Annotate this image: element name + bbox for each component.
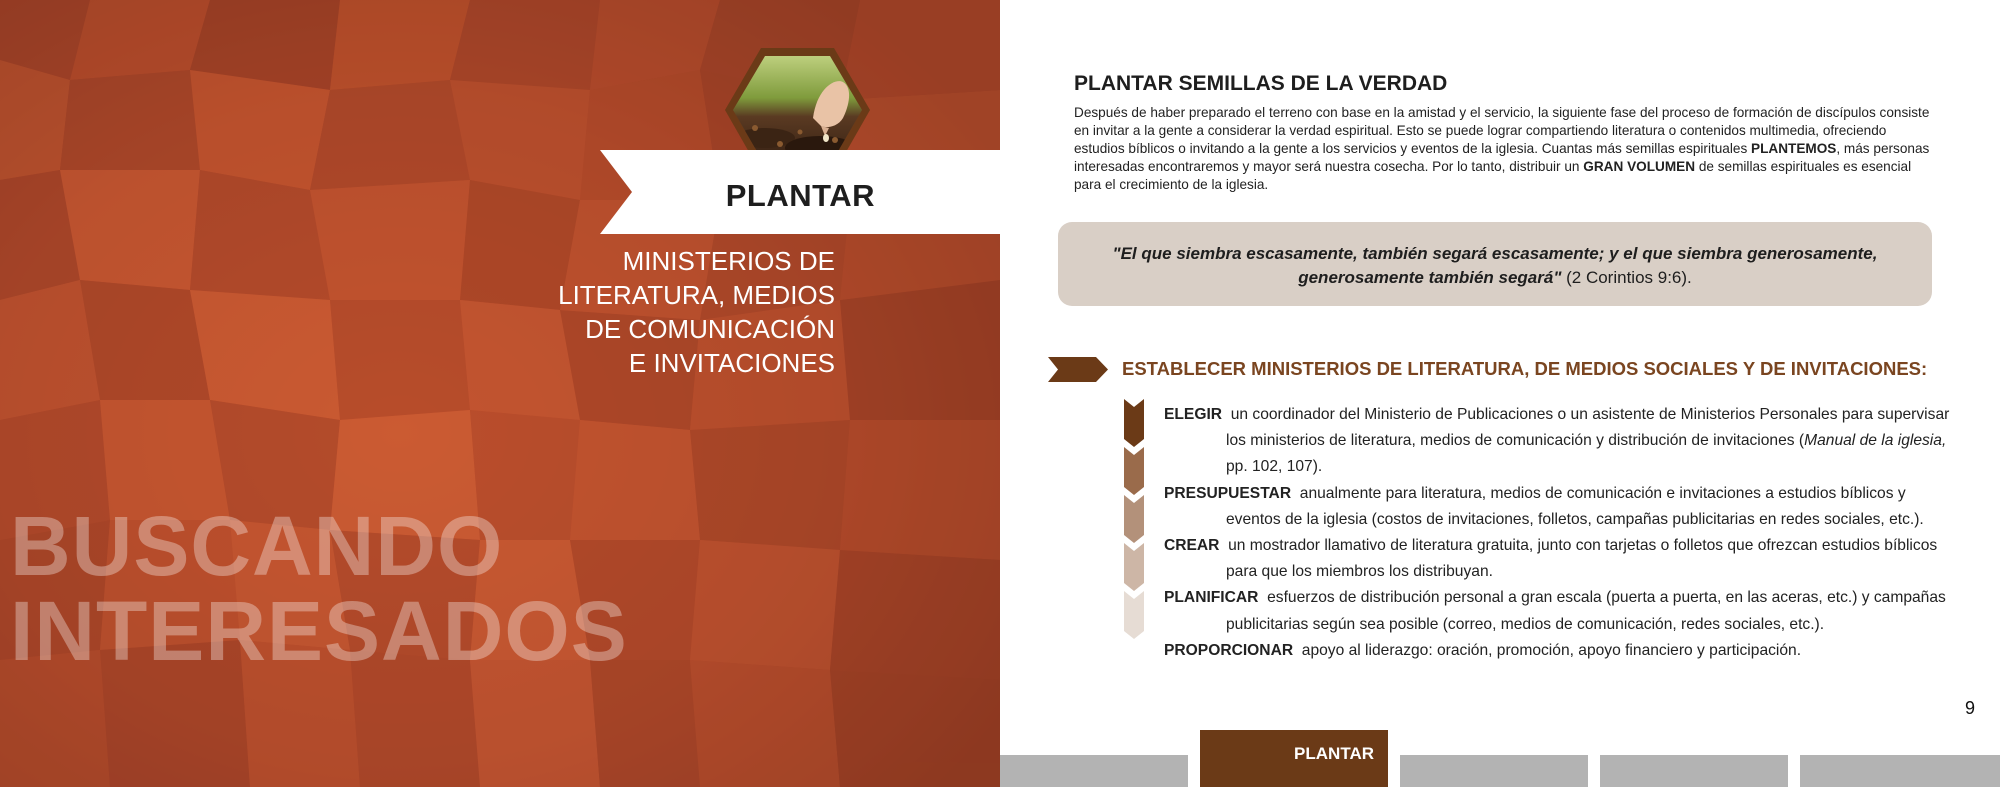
section-tab-active[interactable]: PLANTAR	[1200, 730, 1388, 787]
list-item	[1164, 533, 1954, 585]
list-item	[1164, 402, 1954, 481]
intro-emphasis: PLANTEMOS	[1751, 141, 1837, 156]
section-tab[interactable]	[1400, 755, 1588, 787]
item-text: esfuerzos de distribución personal a gran escala (puerta a puerta, en las aceras, etc.) y campañas publicitarias según sea posible (correo, medios de comunicación, redes sociales, etc.).	[1226, 589, 1946, 633]
arrow-tag-icon	[1048, 357, 1108, 382]
right-content-page	[1000, 0, 2000, 787]
list-item	[1164, 481, 1954, 533]
intro-paragraph	[1074, 104, 1934, 194]
item-verb: CREAR	[1164, 537, 1220, 555]
section-tab[interactable]	[1800, 755, 2000, 787]
subtitle-line: MINISTERIOS DE	[622, 246, 835, 276]
intro-emphasis: GRAN VOLUMEN	[1583, 159, 1696, 174]
banner-title: PLANTAR	[725, 178, 875, 213]
bible-quote-box	[1058, 222, 1932, 306]
subtitle-line: LITERATURA, MEDIOS	[558, 280, 835, 310]
item-verb: PLANIFICAR	[1164, 589, 1259, 607]
section-title: PLANTAR SEMILLAS DE LA VERDAD	[1074, 72, 1448, 95]
item-text: un mostrador llamativo de literatura gratuita, junto con tarjetas o folletos que ofrezcan estudios bíblicos para que los miembros los distribuyan.	[1226, 537, 1938, 581]
subtitle	[475, 244, 835, 380]
quote-reference: (2 Corintios 9:6).	[1561, 268, 1692, 287]
establish-heading: ESTABLECER MINISTERIOS DE LITERATURA, DE MEDIOS SOCIALES Y DE INVITACIONES:	[1122, 358, 1928, 379]
item-text: apoyo al liderazgo: oración, promoción, apoyo financiero y participación.	[1301, 641, 1802, 659]
big-word-interesados: INTERESADOS	[10, 584, 628, 678]
item-verb: PRESUPUESTAR	[1164, 484, 1292, 502]
item-text: anualmente para literatura, medios de comunicación e invitaciones a estudios bíblicos y eventos de la iglesia (costos de invitaciones, folletos, campañas publicitarias en redes sociales, etc.).	[1226, 484, 1924, 528]
subtitle-line: E INVITACIONES	[628, 348, 835, 378]
item-text: un coordinador del Ministerio de Publicaciones o un asistente de Ministerios Personales para supervisar los ministerios de literatura, medios de comunicación y distribución de invitaciones (	[1226, 406, 1950, 450]
intro-text: de semillas espirituales es esencial para el crecimiento de la iglesia.	[1074, 159, 1912, 192]
item-text: pp. 102, 107).	[1226, 458, 1323, 476]
establish-list	[1164, 402, 1954, 664]
quote-text: "El que siembra escasamente, también segará escasamente; y el que siembra generosamente, generosamente también segará"	[1112, 244, 1878, 287]
intro-text: Después de haber preparado el terreno con base en la amistad y el servicio, la siguiente fase del proceso de formación de discípulos consiste en invitar a la gente a considerar la verdad espiritual. Esto se puede lograr compartiendo literatura o contenidos multimedia, ofreciendo estudios bíblicos o invitando a la gente a los servicios y eventos de la iglesia. Cuantas más semillas espirituales	[1074, 105, 1930, 156]
item-verb: PROPORCIONAR	[1164, 641, 1294, 659]
item-italic: Manual de la iglesia,	[1804, 432, 1947, 450]
intro-text: , más personas interesadas encontraremos y mayor será nuestra cosecha. Por lo tanto, distribuir un	[1074, 141, 1930, 174]
chevron-steps-icon	[1124, 399, 1144, 639]
item-verb: ELEGIR	[1164, 406, 1223, 423]
page-number: 9	[1964, 698, 1975, 718]
list-item	[1164, 585, 1954, 637]
list-item	[1164, 638, 1954, 664]
section-tab[interactable]	[1600, 755, 1788, 787]
subtitle-line: DE COMUNICACIÓN	[585, 314, 835, 344]
big-word-buscando: BUSCANDO	[10, 499, 504, 593]
section-tab[interactable]	[1000, 755, 1188, 787]
